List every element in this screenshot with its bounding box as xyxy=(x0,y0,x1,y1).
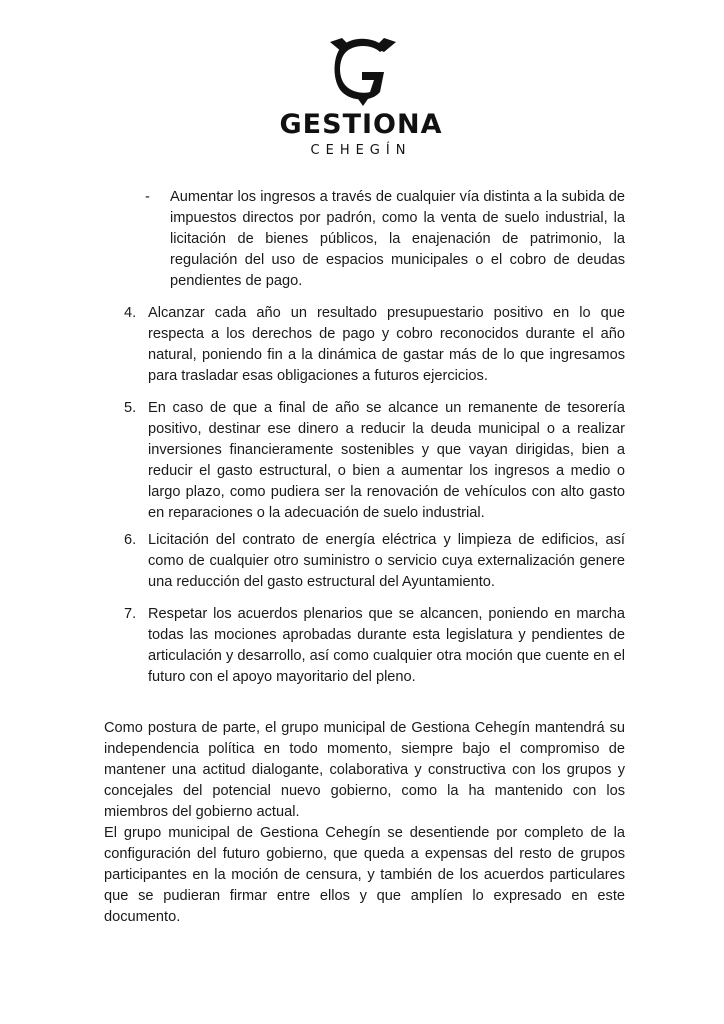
list-marker: - xyxy=(145,189,150,205)
paragraph-1: Como postura de parte, el grupo municipal de Gestiona Cehegín mantendrá su independencia política en todo momento, siempre bajo el compromiso de mantener una actitud dialogante, colaborativa y constructiva con los grupos y concejales del potencial nuevo gobierno, como la ha mantenido con los miembros del gobierno actual. xyxy=(104,720,625,820)
list-item-6 xyxy=(124,530,625,593)
list-item-text: Licitación del contrato de energía eléctrica y limpieza de edificios, así como de cualquier otro suministro o servicio cuya externalización genere una reducción del gasto estructural del Ayuntamiento. xyxy=(148,532,625,590)
paragraph-2: El grupo municipal de Gestiona Cehegín se desentiende por completo de la configuración del futuro gobierno, que queda a expensas del resto de grupos participantes en la moción de censura, y también de los acuerdos particulares que se pudieran firmar entre ellos y que amplíen lo expresado en este documento. xyxy=(104,825,625,925)
logo-wordmark: GESTIONA xyxy=(279,109,443,140)
list-item-4 xyxy=(124,303,625,387)
list-item-text: Alcanzar cada año un resultado presupuestario positivo en lo que respecta a los derechos de pago y cobro reconocidos durante el año natural, poniendo fin a la dinámica de gastar más de lo que ingresamos para trasladar esas obligaciones a futuros ejercicios. xyxy=(148,305,625,384)
logo-subtitle: CEHEGÍN xyxy=(310,143,412,158)
list-item-7 xyxy=(124,604,625,688)
list-item-dash xyxy=(145,187,625,292)
list-item-5 xyxy=(124,398,625,524)
logo-mark-icon xyxy=(328,38,398,106)
gestiona-cehegin-logo xyxy=(276,38,446,158)
list-number: 4. xyxy=(124,305,137,321)
list-number: 5. xyxy=(124,400,137,416)
list-number: 7. xyxy=(124,606,137,622)
list-item-text: Respetar los acuerdos plenarios que se alcancen, poniendo en marcha todas las mociones aprobadas durante esta legislatura y pendientes de articulación y desarrollo, así como cualquier otra moción que cuente en el futuro con el apoyo mayoritario del pleno. xyxy=(148,606,625,685)
list-item-text: Aumentar los ingresos a través de cualquier vía distinta a la subida de impuestos directos por padrón, como la venta de suelo industrial, la licitación de bienes públicos, la enajenación de patrimonio, la regulación del uso de espacios municipales o el cobro de deudas pendientes de pago. xyxy=(170,189,625,289)
list-item-text: En caso de que a final de año se alcance un remanente de tesorería positivo, destinar ese dinero a reducir la deuda municipal o a realizar inversiones financieramente sostenibles y que vayan dirigidas, bien a reducir el gasto estructural, o bien a aumentar los ingresos a medio o largo plazo, como pudiera ser la renovación de vehículos con alto gasto en reparaciones o la adecuación de suelo industrial. xyxy=(148,400,625,521)
list-number: 6. xyxy=(124,532,137,548)
